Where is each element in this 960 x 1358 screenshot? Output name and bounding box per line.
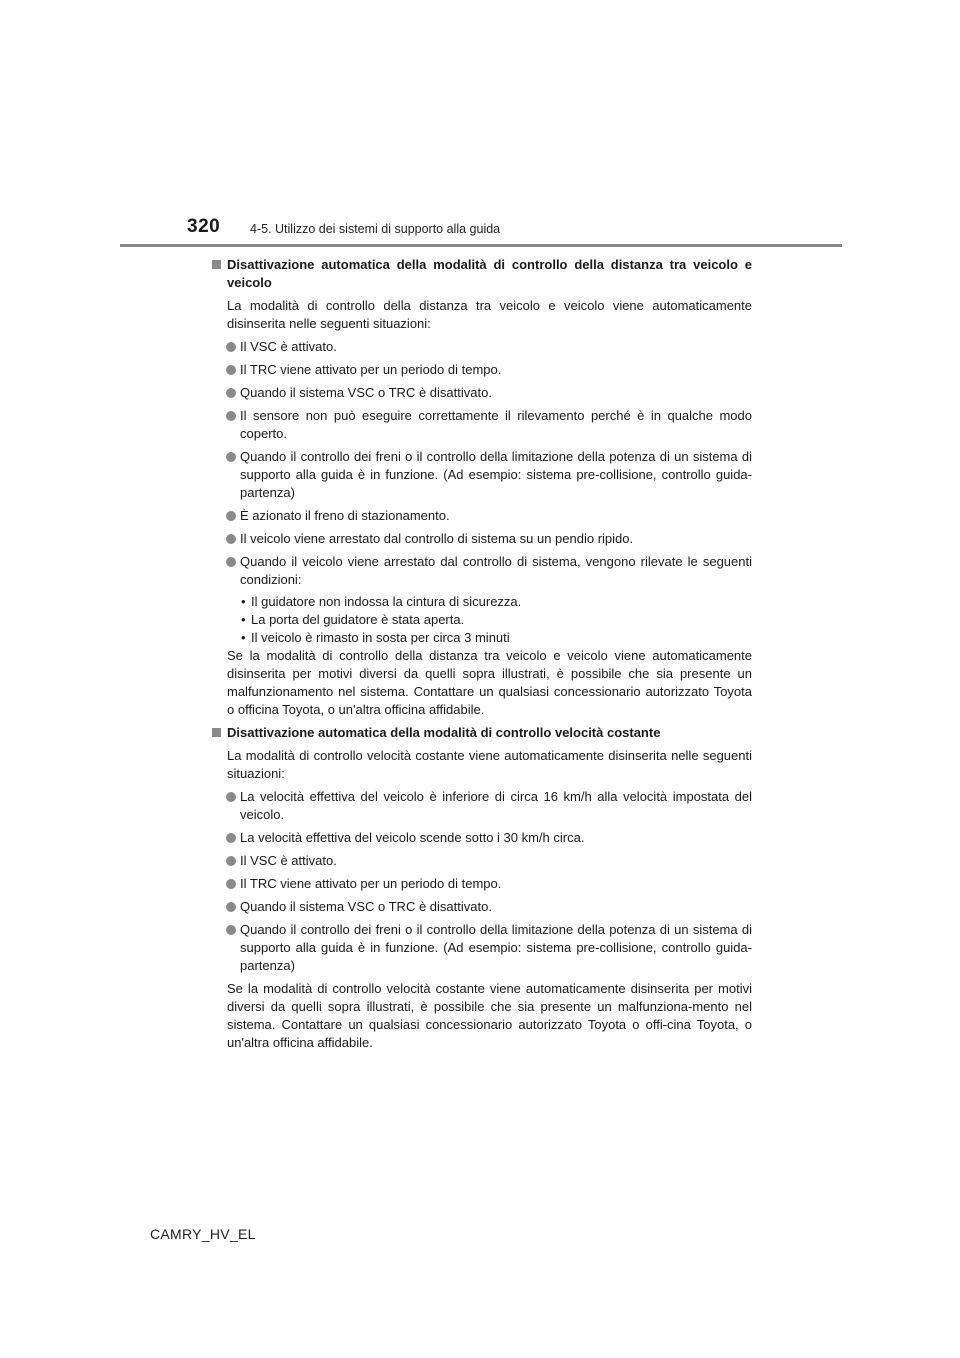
- list-item-text: Il sensore non può eseguire correttamente il rilevamento perché è in qualche modo coperto.: [240, 408, 752, 441]
- list-item: [211, 852, 752, 870]
- circle-bullet-icon: [226, 856, 236, 866]
- circle-bullet-icon: [226, 833, 236, 843]
- chapter-title: 4-5. Utilizzo dei sistemi di supporto alla guida: [250, 222, 501, 236]
- list-item-text: Quando il sistema VSC o TRC è disattivato.: [240, 385, 492, 400]
- list-item-text: Il veicolo viene arrestato dal controllo di sistema su un pendio ripido.: [240, 531, 634, 546]
- circle-bullet-icon: [226, 365, 236, 375]
- document-code: CAMRY_HV_EL: [150, 1226, 256, 1242]
- circle-bullet-icon: [226, 879, 236, 889]
- sub-list-item: • La porta del guidatore è stata aperta.: [241, 612, 465, 627]
- list-item: [211, 898, 752, 916]
- list-item: [211, 829, 752, 847]
- list-item-text: Quando il controllo dei freni o il controllo della limitazione della potenza di un sistema di supporto alla guida è in funzione. (Ad esempio: sistema pre-collisione, controllo guida-partenza): [240, 922, 752, 973]
- circle-bullet-icon: [226, 792, 236, 802]
- section-heading: [211, 724, 752, 742]
- circle-bullet-icon: [226, 342, 236, 352]
- list-item-text: È azionato il freno di stazionamento.: [240, 508, 450, 523]
- list-item-text: Il TRC viene attivato per un periodo di tempo.: [240, 876, 502, 891]
- header-divider: [120, 244, 842, 247]
- section-closing: Se la modalità di controllo velocità costante viene automaticamente disinserita per motivi diversi da quelli sopra illustrati, è possibile che sia presente un malfunziona-mento nel sistema. Contattare un qualsiasi concessionario autorizzato Toyota o offi-cina Toyota, o un'altra officina affidabile.: [227, 981, 752, 1050]
- circle-bullet-icon: [226, 511, 236, 521]
- list-item-text: La velocità effettiva del veicolo scende sotto i 30 km/h circa.: [240, 830, 585, 845]
- section-heading-text: Disattivazione automatica della modalità di controllo della distanza tra veicolo e veicolo: [227, 257, 752, 290]
- sub-list-item-text: Il veicolo è rimasto in sosta per circa 3 minuti: [251, 630, 510, 645]
- list-item: [211, 507, 752, 525]
- section-closing: Se la modalità di controllo della distanza tra veicolo e veicolo viene automaticamente disinserita per motivi diversi da quelli sopra illustrati, è possibile che sia presente un malfunzionamento nel sistema. Contattare un qualsiasi concessionario autorizzato Toyota o officina Toyota, o un'altra officina affidabile.: [227, 648, 752, 717]
- list-item: [211, 384, 752, 402]
- list-item: [211, 448, 752, 502]
- circle-bullet-icon: [226, 557, 236, 567]
- circle-bullet-icon: [226, 388, 236, 398]
- section-intro: La modalità di controllo della distanza tra veicolo e veicolo viene automaticamente disinserita nelle seguenti situazioni:: [227, 298, 752, 331]
- circle-bullet-icon: [226, 534, 236, 544]
- list-item: [211, 875, 752, 893]
- circle-bullet-icon: [226, 925, 236, 935]
- list-item: [211, 921, 752, 975]
- sub-list-item-text: Il guidatore non indossa la cintura di sicurezza.: [251, 594, 522, 609]
- section-heading-text: Disattivazione automatica della modalità di controllo velocità costante: [227, 725, 661, 740]
- list-item: [211, 788, 752, 824]
- square-bullet-icon: [212, 260, 221, 269]
- list-item-text: Quando il veicolo viene arrestato dal controllo di sistema, vengono rilevate le seguenti condizioni:: [240, 554, 752, 587]
- circle-bullet-icon: [226, 411, 236, 421]
- square-bullet-icon: [212, 728, 221, 737]
- circle-bullet-icon: [226, 452, 236, 462]
- list-item: [211, 407, 752, 443]
- list-item-text: La velocità effettiva del veicolo è inferiore di circa 16 km/h alla velocità impostata del veicolo.: [240, 789, 752, 822]
- list-item-text: Il VSC è attivato.: [240, 853, 337, 868]
- list-item-text: Quando il sistema VSC o TRC è disattivato.: [240, 899, 492, 914]
- sub-list-item: • Il veicolo è rimasto in sosta per circa 3 minuti: [241, 630, 510, 645]
- list-item-text: Il TRC viene attivato per un periodo di tempo.: [240, 362, 502, 377]
- list-item: [211, 338, 752, 356]
- section-heading: [211, 256, 752, 292]
- page-content: [211, 256, 752, 1052]
- list-item: [211, 553, 752, 589]
- circle-bullet-icon: [226, 902, 236, 912]
- page-number: 320: [187, 216, 221, 237]
- list-item: [211, 530, 752, 548]
- sub-list-item: • Il guidatore non indossa la cintura di sicurezza.: [241, 594, 522, 609]
- sub-list-item-text: La porta del guidatore è stata aperta.: [251, 612, 465, 627]
- list-item-text: Quando il controllo dei freni o il controllo della limitazione della potenza di un sistema di supporto alla guida è in funzione. (Ad esempio: sistema pre-collisione, controllo guida-partenza): [240, 449, 752, 500]
- list-item: [211, 361, 752, 379]
- section-intro: La modalità di controllo velocità costante viene automaticamente disinserita nelle seguenti situazioni:: [227, 748, 752, 781]
- list-item-text: Il VSC è attivato.: [240, 339, 337, 354]
